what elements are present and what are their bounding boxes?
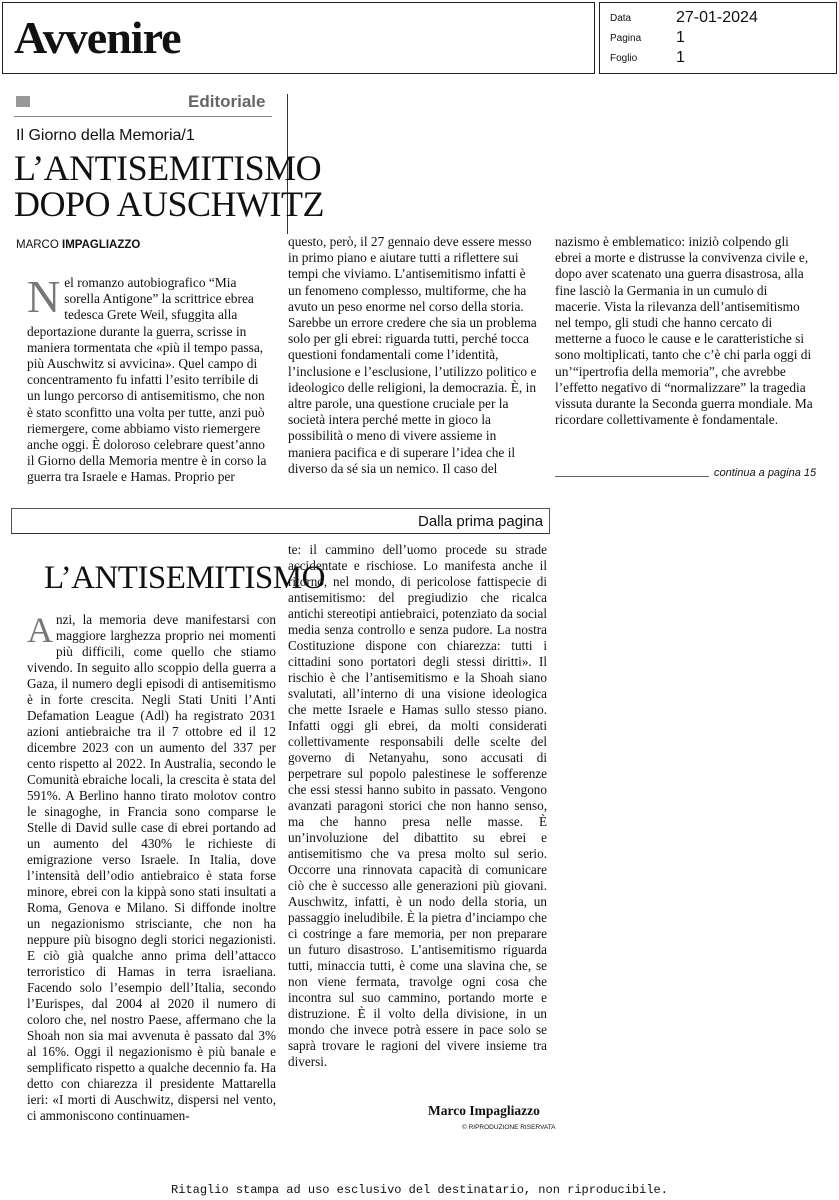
sheet-row [610, 49, 830, 69]
continuation-label: Dalla prima pagina [418, 513, 544, 530]
copyright-note: © RIPRODUZIONE RISERVATA [462, 1124, 556, 1131]
dropcap: N [27, 271, 61, 322]
date-value: 27-01-2024 [676, 9, 758, 26]
author-first: MARCO [16, 239, 62, 251]
kicker: Il Giorno della Memoria/1 [16, 127, 195, 144]
section-label: Editoriale [188, 92, 266, 111]
continue-link[interactable]: continua a pagina 15 [714, 467, 817, 479]
page-row [610, 29, 830, 49]
author-last: IMPAGLIAZZO [62, 239, 141, 251]
page-label: Pagina [610, 33, 642, 44]
editorial-col-1-text: el romanzo autobiografico “Mia sorella Antigone” la scrittrice ebrea tedesca Grete Weil, sfuggita alla deportazione durante la guerra, scrisse in maniera tormentata che «più il tempo passa, più Auschwitz si avvicina». Quel campo di concentramento fu infatti l’esito terribile di un lungo percorso di antisemitismo, che non è stato sconfitto una volta per tutte, anzi può riemergere, come abbiamo visto riemergere anche oggi. È doloroso celebrare quest’anno il Giorno della Memoria mentre è in corso la guerra tra Israele e Hamas. Proprio per [27, 275, 267, 485]
continuation-headline: L’ANTISEMITISMO [44, 560, 325, 596]
sheet-label: Foglio [610, 53, 638, 64]
editorial-col-3: nazismo è emblematico: iniziò colpendo gli ebrei a morte e distrusse la convivenza civile e, dopo aver scatenato una guerra disastrosa, alla fine lasciò la Germania in un cumulo di macerie. Vista la rilevanza dell’antisemitismo nel tempo, gli studi che hanno cercato di metterne a fuoco le cause e le caratteristiche si sono moltiplicati, tanto che c’è chi parla oggi di un’“ipertrofia della memoria”, che avrebbe l’effetto negativo di “normalizzare” la tragedia vissuta durante la Seconda guerra mondiale. Ma ricordare collettivamente è fondamentale. [555, 234, 813, 428]
headline [14, 150, 324, 222]
metadata-box [599, 2, 837, 74]
byline [16, 239, 140, 251]
date-label: Data [610, 13, 632, 24]
editorial-col-2: questo, però, il 27 gennaio deve essere messo in primo piano e aiutare tutti a riflettere sui tempi che viviamo. L’antisemitismo infatti è un fenomeno complesso, multiforme, che ha avuto un peso enorme nel corso della storia. Sarebbe un errore credere che sia un problema solo per gli ebrei: riguarda tutti, perché tocca questioni fondamentali come l’identità, l’inclusione e l’esclusione, l’utilizzo politico e ideologico delle religioni, la democrazia. È, in altre parole, una questione cruciale per la società intera perché mette in gioco la possibilità o meno di vivere assieme in maniera pacifica e di superare l’idea che il diverso da sé sia un nemico. Il caso del [288, 234, 537, 476]
continuation-col-1-text: nzi, la memoria deve manifestarsi con maggiore larghezza proprio nei momenti più difficili, come quello che stiamo vivendo. In seguito allo scoppio della guerra a Gaza, il numero degli episodi di antisemitismo è in forte crescita. Negli Stati Uniti l’Anti Defamation League (Adl) ha registrato 2031 azioni antiebraiche tra il 7 ottobre ed il 12 dicembre 2023 con un aumento del 337 per cento rispetto al 2022. In Australia, secondo le Comunità ebraiche locali, la crescita è stata del 591%. A Berlino hanno tirato molotov contro le sinagoghe, in Francia sono comparse le Stelle di David sulle case di ebrei portando ad un aumento del 430% le richieste di emigrazione verso Israele. In Italia, dove l’intensità dell’odio antiebraico è stata forse minore, ebrei con la kippà sono stati insultati a Roma, Genova e Milano. Si diffonde inoltre un negazionismo strisciante, che non ha neppure più bisogno degli storici negazionisti. E ciò già qualche anno prima dell’attacco terroristico di Hamas in terra israeliana. Facendo solo l’esempio dell’Italia, secondo l’Eurispes, dal 2004 al 2020 il numero di coloro che, nel nostro Paese, affermano che la Shoah non sia mai avvenuta è passato dal 3% al 16%. Oggi il negazionismo è più banale e semplificato rispetto a qualche decennio fa. Ha detto con chiarezza il presidente Mattarella ieri: «I morti di Auschwitz, dispersi nel vento, ci ammoniscono continuamen- [27, 612, 276, 1123]
sheet-value: 1 [676, 49, 685, 66]
continue-rule [555, 476, 709, 477]
section-divider [14, 116, 272, 117]
section-square-icon [16, 96, 30, 107]
page-value: 1 [676, 29, 685, 46]
headline-line-2: DOPO AUSCHWITZ [14, 184, 325, 224]
footer-disclaimer: Ritaglio stampa ad uso esclusivo del destinatario, non riproducibile. [171, 1183, 668, 1197]
newspaper-logo: Avvenire [14, 12, 181, 63]
dropcap: A [27, 610, 53, 650]
headline-line-1: L’ANTISEMITISMO [14, 148, 322, 188]
signature: Marco Impagliazzo [428, 1103, 540, 1118]
continuation-col-1 [27, 612, 276, 1124]
continuation-divider [11, 533, 549, 534]
editorial-col-1 [27, 271, 273, 486]
continuation-col-2: te: il cammino dell’uomo procede su strade accidentate e rischiose. Lo manifesta anche il ritorno, nel mondo, di pericolose fattispecie di antisemitismo: del pregiudizio che ricalca antichi stereotipi antiebraici, potenziato da social media senza controllo e senza pudore. La nostra Costituzione dispone con chiarezza: tutti i cittadini sono portatori degli stessi diritti». Il rischio è che l’antisemitismo e la Shoah siano svalutati, all’interno di una visione ideologica che mette Israele e Hamas sullo stesso piano. Infatti oggi gli ebrei, da molti considerati collettivamente responsabili delle scelte del governo di Netanyahu, sono accusati di perpetrare sul popolo palestinese le sofferenze che essi stessi hanno subito in passato. Vengono avanzati paragoni storici che non hanno senso, ma che hanno presa nelle masse. È un’involuzione del dibattito su ebrei e antisemitismo che va presa molto sul serio. Occorre una rinnovata capacità di comunicare ciò che è successo alle generazioni più giovani. Auschwitz, infatti, è un nodo della storia, un passaggio ineludibile. È la pietra d’inciampo che ci costringe a fare memoria, per non preparare un futuro disastroso. L’antisemitismo riguarda tutti, minaccia tutti, è come una slavina che, se non viene fermata, travolge ogni cosa che incontra sul suo cammino, portando morte e distruzione. È il volto della divisione, in un mondo che invece potrà essere in pace solo se saprà trovare le ragioni del vivere insieme tra diversi. [288, 542, 547, 1069]
date-row [610, 9, 830, 29]
